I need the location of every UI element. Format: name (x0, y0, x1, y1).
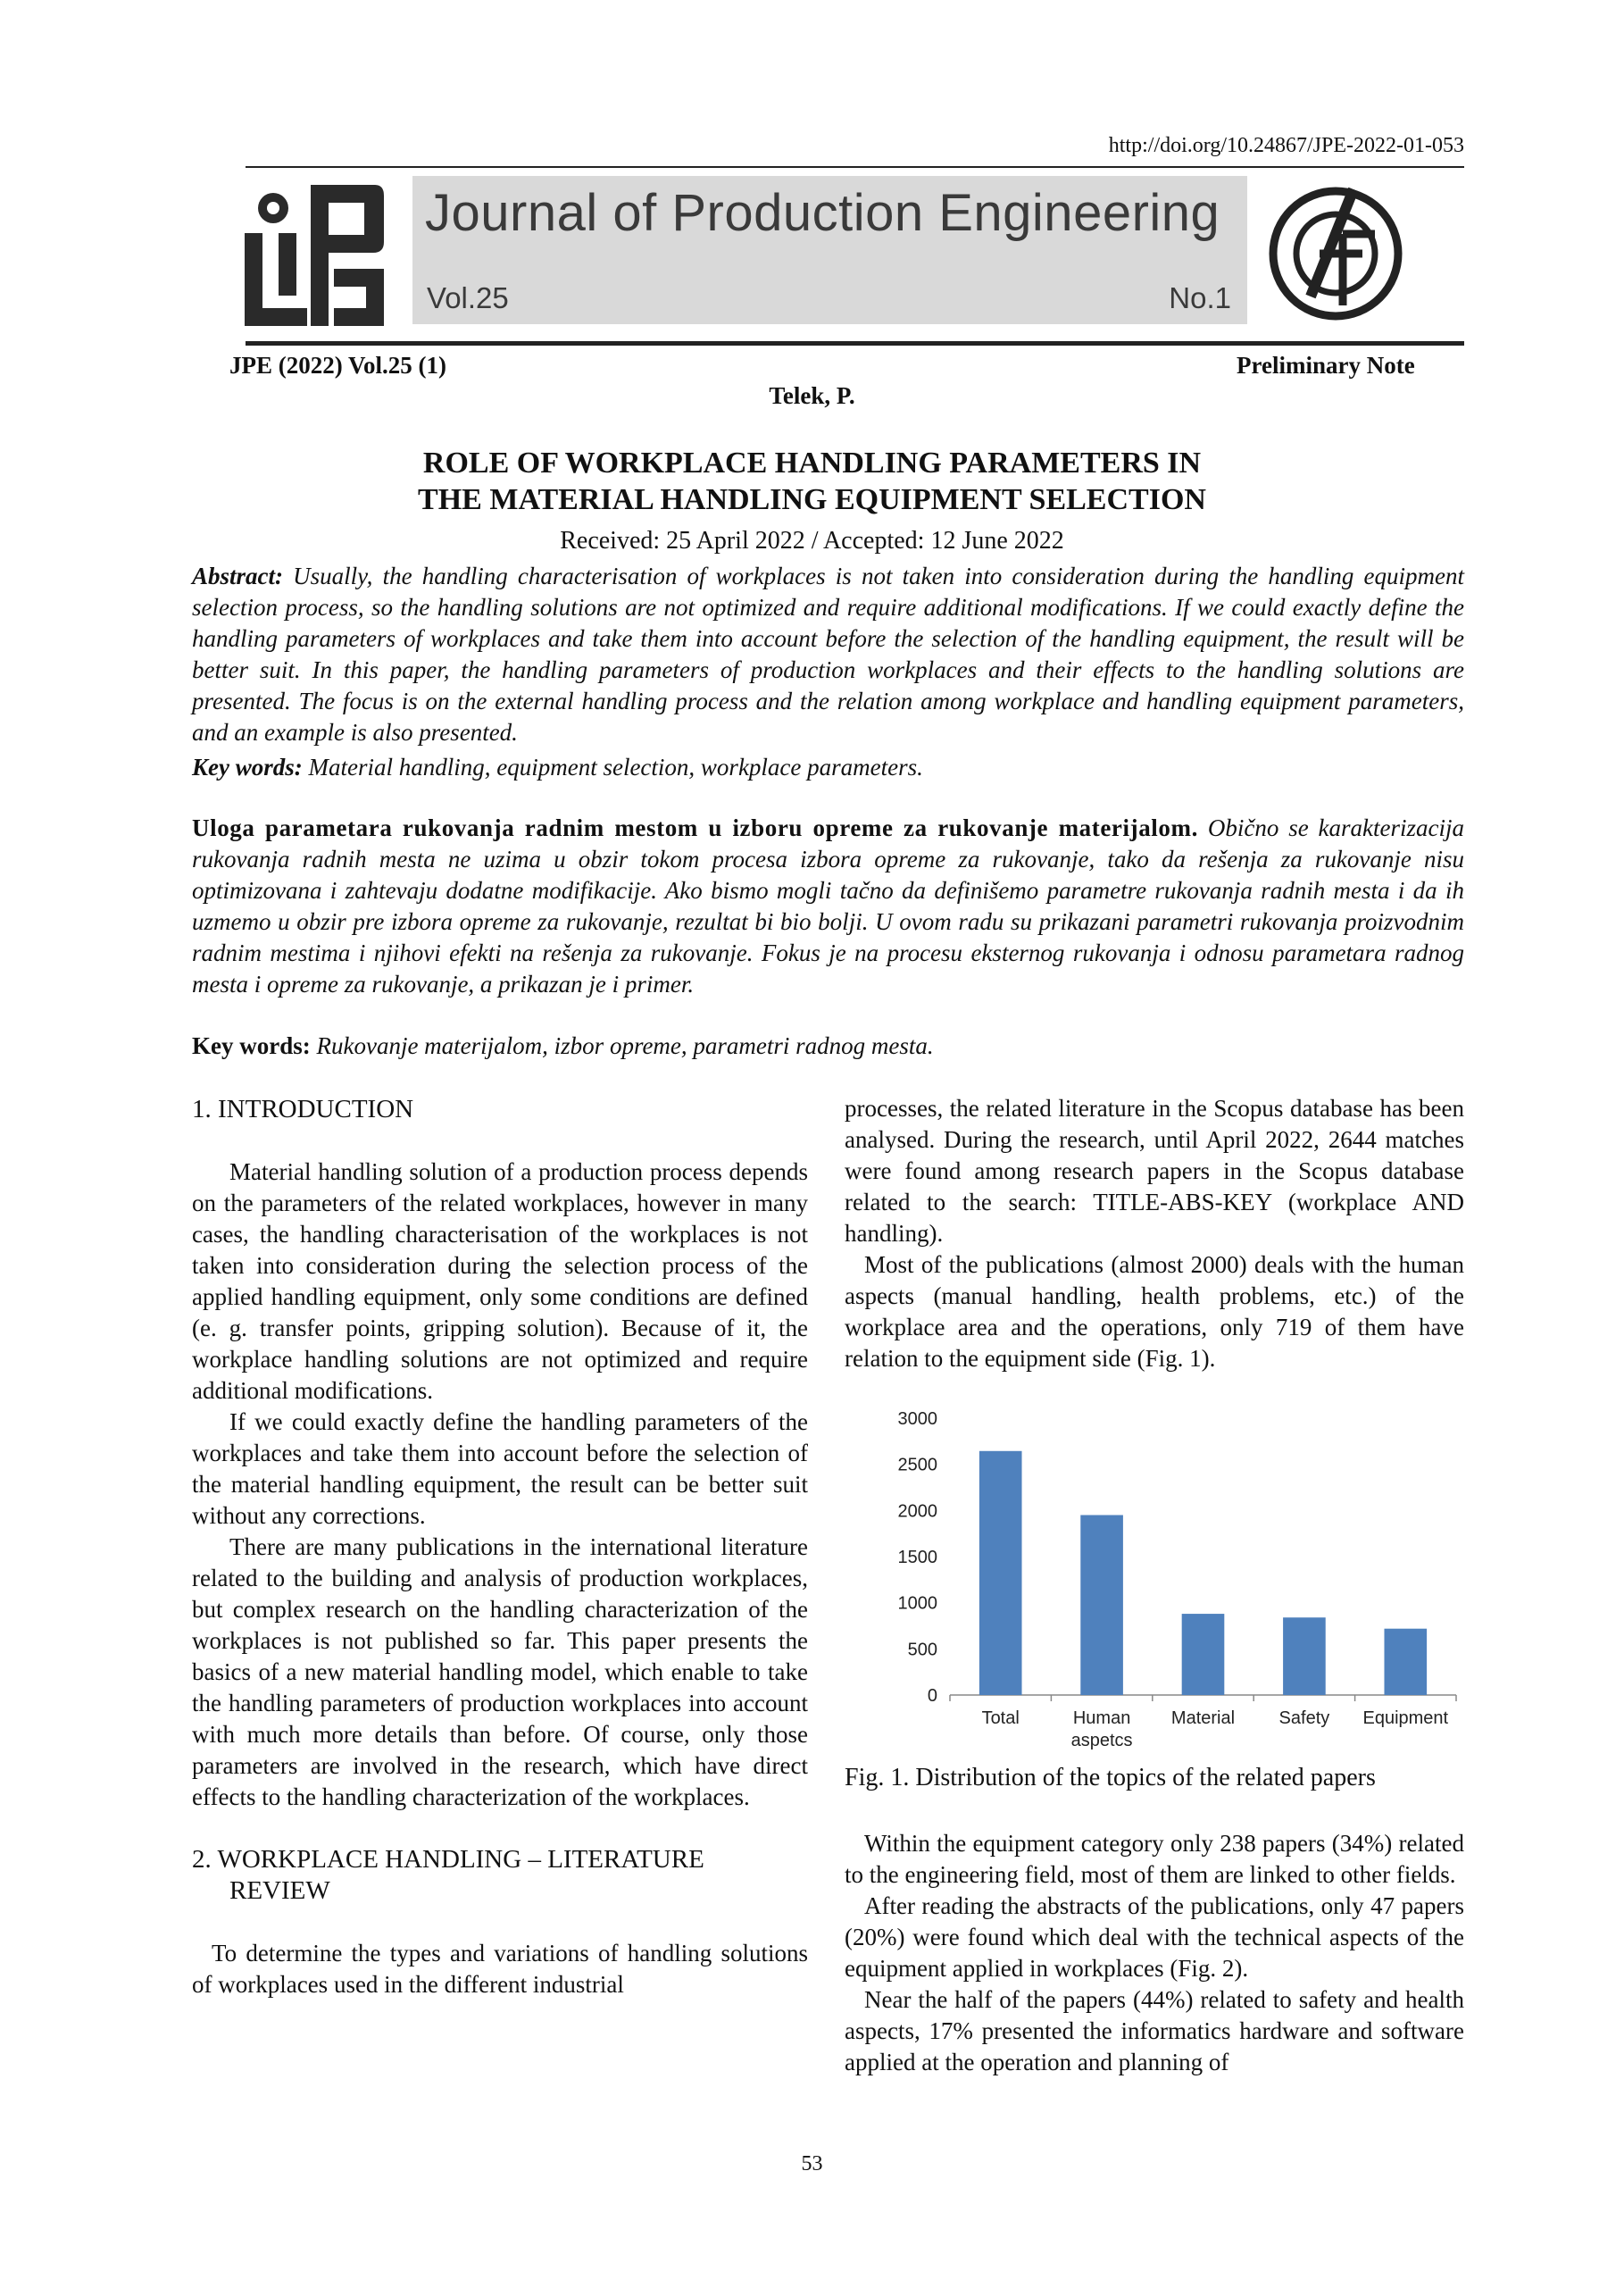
keywords-label: Key words: (192, 754, 303, 781)
header-divider (246, 166, 1464, 168)
x-tick-label: Human (1072, 1708, 1131, 1728)
journal-banner (412, 176, 1247, 324)
doi-link[interactable]: http://doi.org/10.24867/JPE-2022-01-053 (1108, 134, 1464, 157)
issue-number-label: No.1 (1169, 281, 1231, 314)
y-tick-label: 1000 (897, 1593, 937, 1614)
issue-line: JPE (2022) Vol.25 (1) (229, 352, 446, 379)
section-2-heading (192, 1844, 808, 1907)
y-tick-label: 2500 (897, 1455, 937, 1475)
paragraph: Most of the publications (almost 2000) deals with the human aspects (manual handling, health problems, etc.) of the workplace area and the operations, only 719 of them have relation to the equipment side (Fig. 1). (845, 1251, 1464, 1372)
paragraph: Within the equipment category only 238 papers (34%) related to the engineering field, most of them are linked to other fields. (845, 1830, 1464, 1888)
paragraph: If we could exactly define the handling parameters of the workplaces and take them into account before the selection of the material handling equipment, the result can be better suit without any corrections. (192, 1408, 808, 1529)
author-name: Telek, P. (769, 382, 855, 409)
y-tick-label: 1500 (897, 1548, 937, 1567)
paragraph: processes, the related literature in the Scopus database has been analysed. During the research, until April 2022, 2644 matches were found among research papers in the Scopus database related to the search: TITLE-ABS-KEY (workplace AND handling). (845, 1095, 1464, 1247)
bar-equipment (1384, 1629, 1427, 1695)
abstract (192, 561, 1464, 748)
abstract-label: Abstract: (192, 563, 284, 589)
volume-label: Vol.25 (427, 281, 509, 314)
figure-1 (845, 1411, 1464, 1759)
serbian-keywords-text: Rukovanje materijalom, izbor opreme, parametri radnog mesta. (316, 1032, 934, 1059)
y-tick-label: 500 (907, 1640, 937, 1660)
right-column-top (845, 1093, 1464, 1374)
serbian-abstract-text: Obično se karakterizacija rukovanja radnih mesta ne uzima u obzir tokom procesa izbora opreme za rukovanje, tako da rešenja za rukovanje nisu optimizovana i zahtevaju dodatne modifikacije. Ako bismo mogli tačno da definišemo parametre rukovanja radnih mesta i da ih uzmemo u obzir pre izbora opreme za rukovanje, rezultat bi bio bolji. U ovom radu su prikazani parametri rukovanja proizvodnim radnim mestima i njihovi efekti na rešenja za rukovanje. Fokus je na procesu eksternog rukovanja i odnosu parametara radnog mesta i opreme za rukovanje, a prikazan je i primer. (192, 814, 1465, 998)
section-2-heading-line2: REVIEW (229, 1876, 330, 1905)
y-tick-label: 0 (927, 1686, 937, 1706)
x-tick-label: Safety (1278, 1708, 1330, 1728)
paragraph: Near the half of the papers (44%) related to safety and health aspects, 17% presented the informatics hardware and software applied at the operation and planning of (845, 1986, 1464, 2075)
serbian-abstract (192, 813, 1464, 1000)
y-tick-label: 3000 (897, 1411, 937, 1429)
keywords (192, 752, 1464, 783)
serbian-keywords-label: Key words: (192, 1032, 311, 1059)
bar-total (979, 1451, 1022, 1695)
paragraph: There are many publications in the international literature related to the building and analysis of production workplaces, but complex research on the handling characterization of the workplaces is not published so far. This paper presents the basics of a new material handling model, which enable to take the handling parameters of production workplaces into account with much more details than before. Of course, only those parameters are involved in the research, which have direct effects to the handling characterization of the workplaces. (192, 1533, 808, 1810)
x-tick-label: Material (1170, 1708, 1236, 1728)
paragraph: After reading the abstracts of the publications, only 47 papers (20%) were found which deal with the technical aspects of the equipment applied in workplaces (Fig. 2). (845, 1892, 1464, 1982)
section-2-heading-line1: 2. WORKPLACE HANDLING – LITERATURE (192, 1845, 704, 1874)
keywords-text: Material handling, equipment selection, workplace parameters. (308, 754, 923, 781)
paper-title-line1: ROLE OF WORKPLACE HANDLING PARAMETERS IN (422, 447, 1202, 480)
x-tick-label: aspetcs (1070, 1731, 1133, 1750)
paper-title (0, 445, 1624, 518)
serbian-keywords (192, 1031, 1464, 1062)
journal-logo-left (243, 183, 386, 328)
x-tick-label: Total (981, 1708, 1020, 1728)
bar-material (1182, 1614, 1225, 1695)
x-tick-label: Equipment (1362, 1708, 1449, 1728)
bar-chart (845, 1411, 1464, 1759)
page-number: 53 (801, 2152, 823, 2175)
paragraph: Material handling solution of a production process depends on the parameters of the related workplaces, however in many cases, the handling characterisation of the workplaces is not taken into consideration during the selection process of the applied handling equipment, only some conditions are defined (e. g. transfer points, gripping solution). Because of it, the workplace handling solutions are not optimized and require additional modifications. (192, 1158, 808, 1404)
right-column-bottom (845, 1828, 1464, 2078)
paragraph: To determine the types and variations of handling solutions of workplaces used in the different industrial (192, 1940, 808, 1998)
received-dates: Received: 25 April 2022 / Accepted: 12 June 2022 (560, 527, 1064, 555)
section-1-heading: 1. INTRODUCTION (192, 1095, 414, 1123)
bar-human-aspetcs (1080, 1516, 1123, 1696)
figure-1-caption: Fig. 1. Distribution of the topics of the related papers (845, 1764, 1376, 1791)
abstract-text: Usually, the handling characterisation of workplaces is not taken into consideration during the handling equipment selection process, so the handling solutions are not optimized and require additional modifications. If we could exactly define the handling parameters of workplaces and take them into account before the selection of the handling equipment, the result will be better suit. In this paper, the handling parameters of production workplaces and their effects to the handling solutions are presented. The focus is on the external handling process and the relation among workplace and handling equipment parameters, and an example is also presented. (192, 563, 1464, 746)
journal-name: Journal of Production Engineering (425, 184, 1220, 242)
paper-title-line2: THE MATERIAL HANDLING EQUIPMENT SELECTION (418, 483, 1206, 516)
bar-safety (1283, 1617, 1326, 1695)
left-column (192, 1094, 808, 2000)
paper-type: Preliminary Note (1237, 352, 1415, 379)
serbian-title: Uloga parametara rukovanja radnim mestom u izboru opreme za rukovanje materijalom. (192, 814, 1198, 841)
header-thick-divider (246, 341, 1464, 346)
faculty-seal-logo (1257, 171, 1413, 330)
y-tick-label: 2000 (897, 1501, 937, 1522)
